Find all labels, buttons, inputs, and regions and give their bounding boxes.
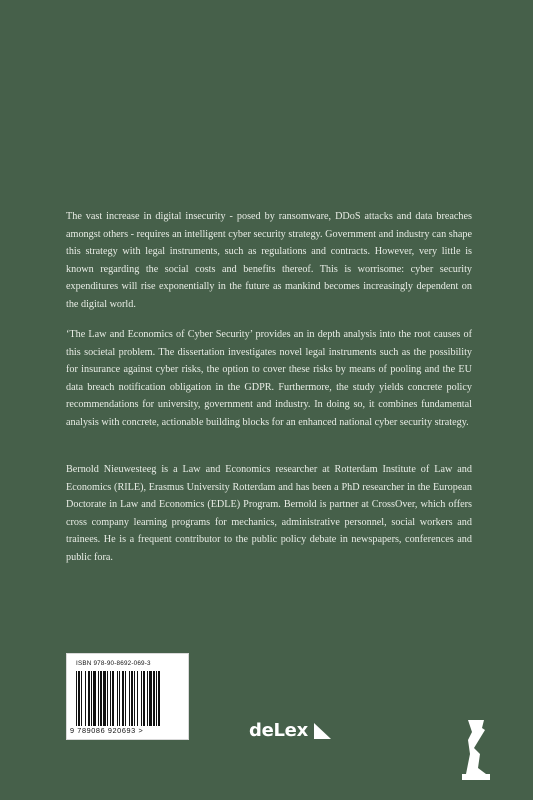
barcode-bars bbox=[76, 671, 180, 726]
blurb-paragraph-1: The vast increase in digital insecurity - posed by ransomware, DDoS attacks and data breaches amongst others - requires an intelligent cyber security strategy. Government and industry can shape this strategy with legal instruments, such as regulations and contracts. However, very little is known regarding the social costs and benefits thereof. This is worrisome: cyber security expenditures will rise exponentially in the future as mankind becomes increasingly dependent on the digital world. bbox=[66, 211, 472, 310]
chess-piece-icon bbox=[458, 718, 494, 782]
publisher-logo bbox=[249, 720, 332, 741]
author-bio-paragraph: Bernold Nieuwesteeg is a Law and Economics researcher at Rotterdam Institute of Law and Economics (RILE), Erasmus University Rotterdam and has been a PhD researcher in the European Doctorate in Law and Economics (EDLE) Program. Bernold is partner at CrossOver, which offers cross company learning programs for mechanics, administrative personnel, social workers and trainees. He is a frequent contributor to the public policy debate in newspapers, conferences and public fora. bbox=[66, 464, 472, 563]
blurb-paragraph-2: ‘The Law and Economics of Cyber Security’ provides an in depth analysis into the root causes of this societal problem. The dissertation investigates novel legal instruments such as the possibility for insurance against cyber risks, the option to cover these risks by means of pooling and the EU data breach notification obligation in the GDPR. Furthermore, the study yields concrete policy recommendations for university, government and industry. In doing so, it combines fundamental analysis with concrete, actionable building blocks for an enhanced national cyber security strategy. bbox=[66, 329, 472, 428]
triangle-mark-icon bbox=[312, 722, 332, 740]
isbn-barcode bbox=[66, 653, 189, 740]
isbn-label: ISBN 978-90-8692-069-3 bbox=[76, 660, 151, 667]
publisher-name: deLex bbox=[249, 720, 308, 741]
barcode-digits: 9 789086 920693 > bbox=[70, 726, 144, 735]
